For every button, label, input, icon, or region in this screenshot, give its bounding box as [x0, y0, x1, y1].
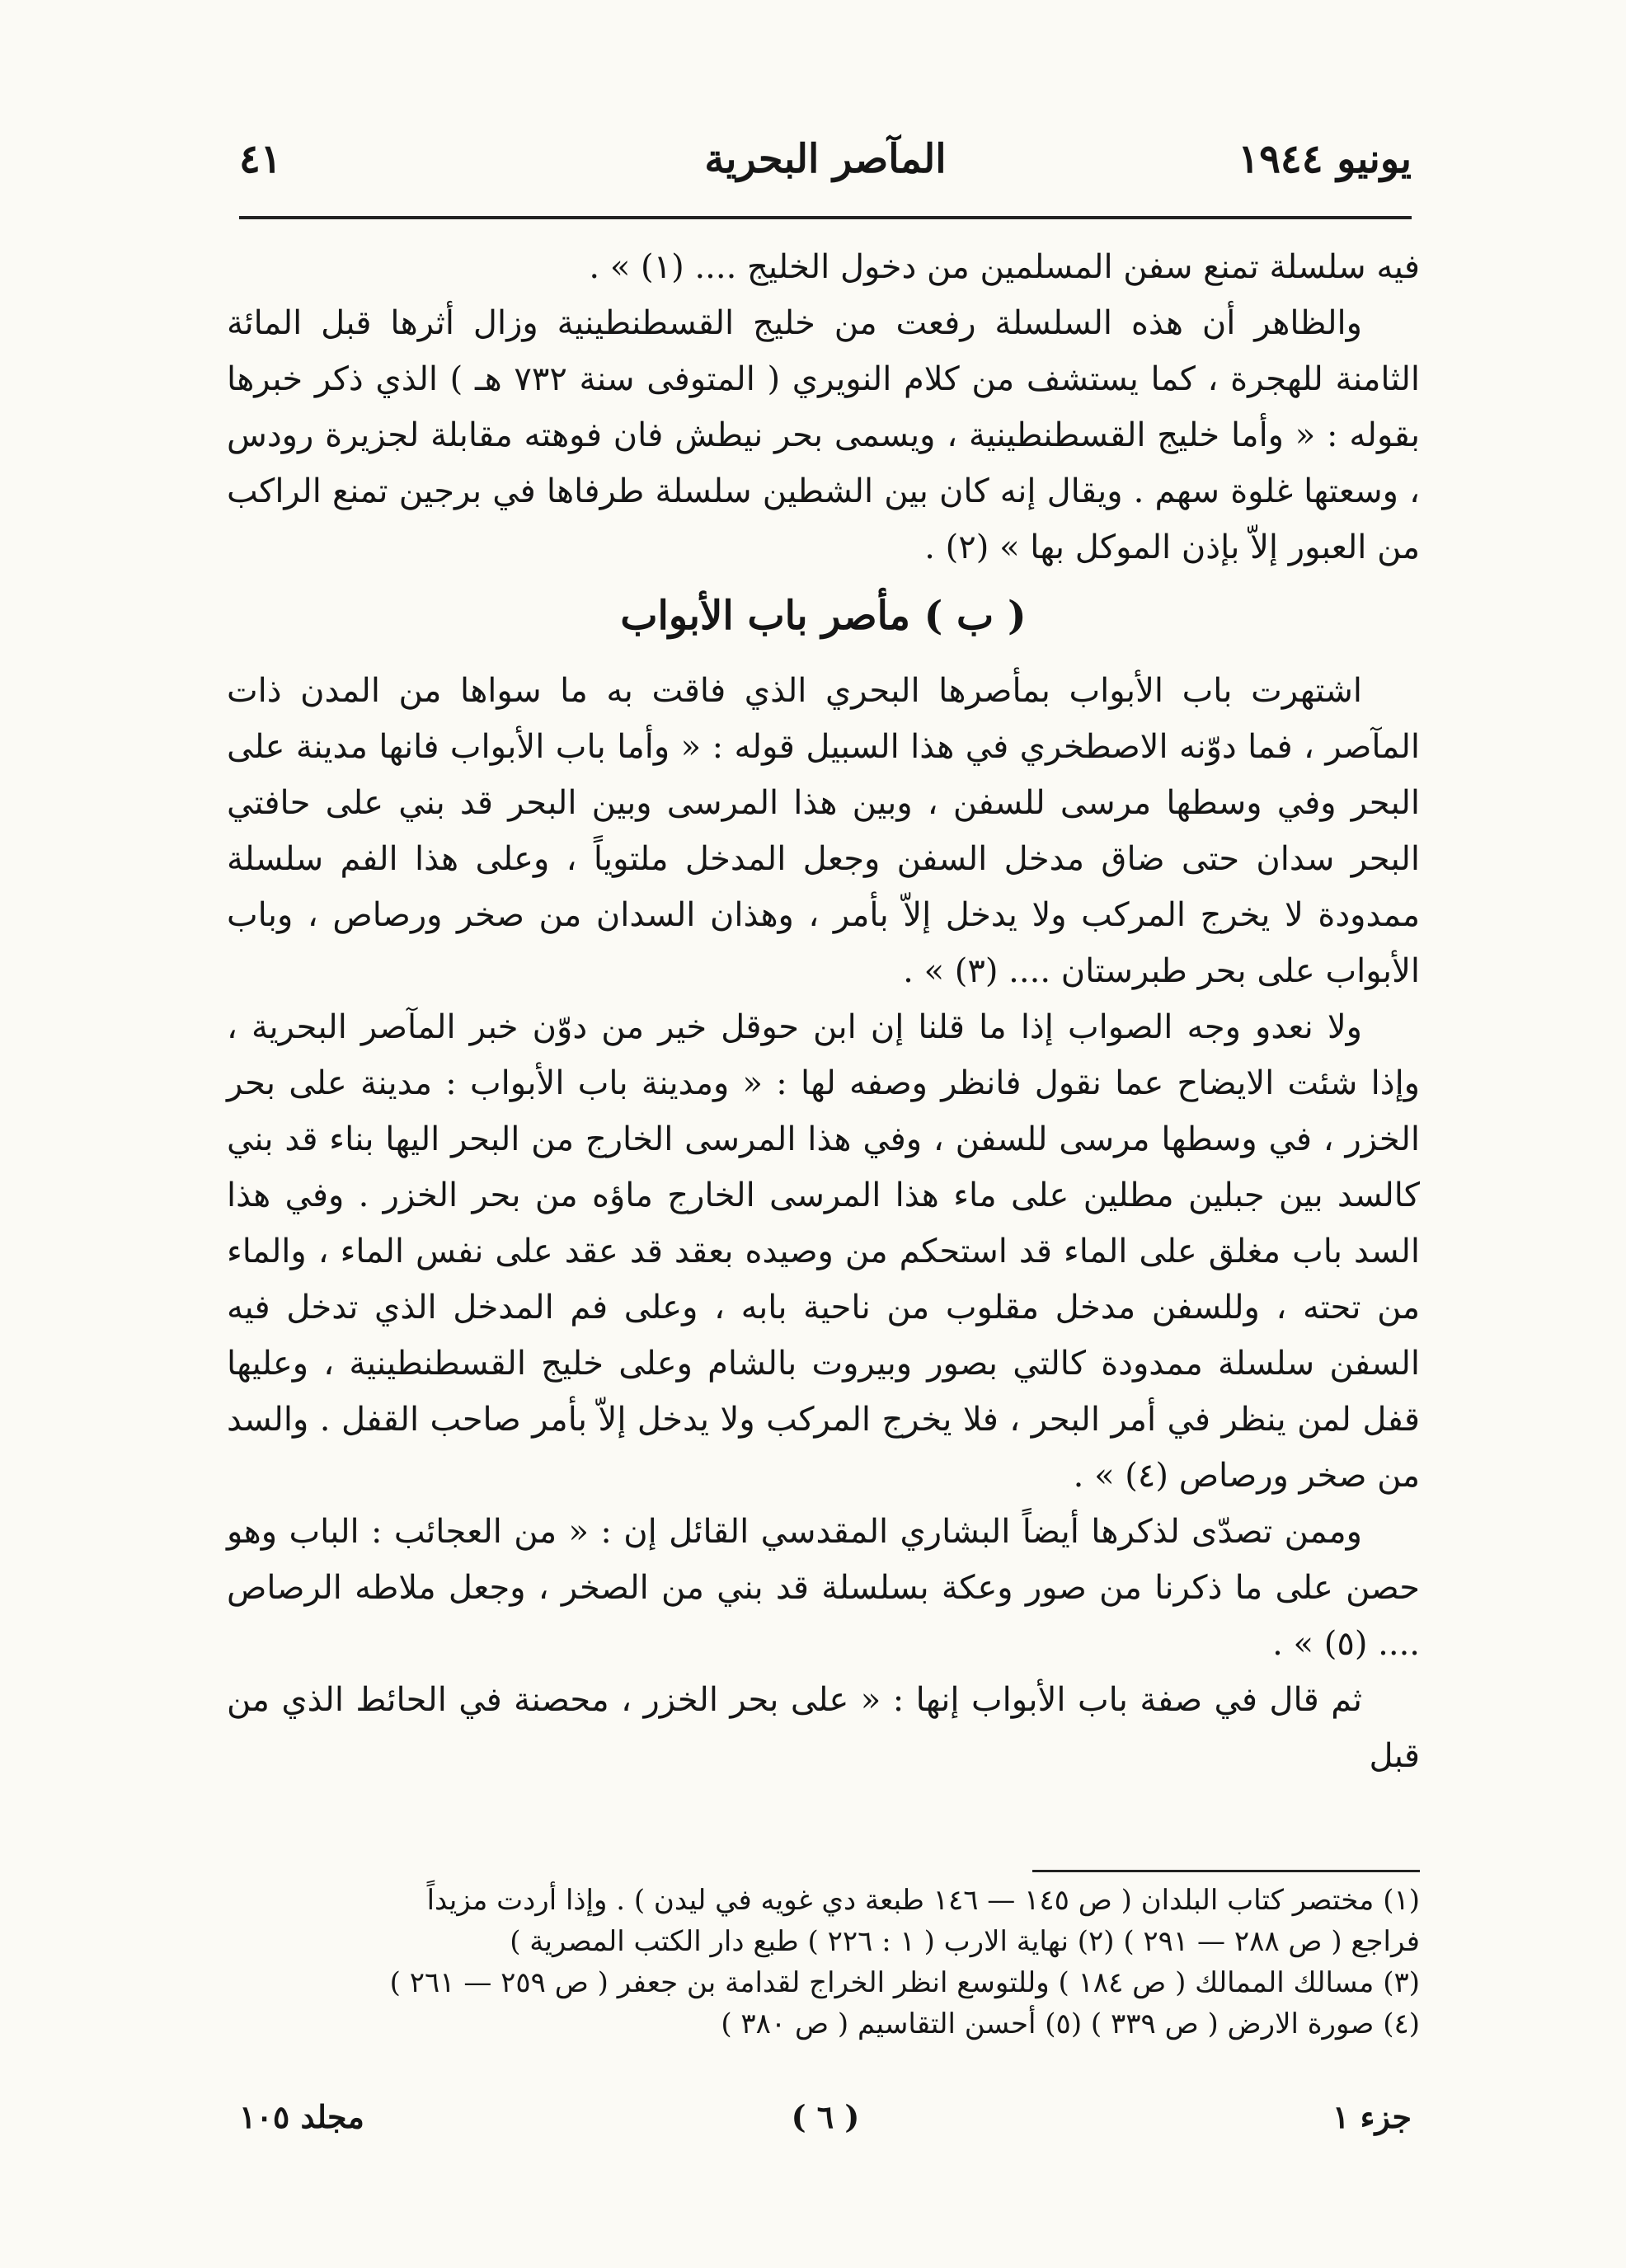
footer-volume: مجلد ١٠٥ — [239, 2098, 364, 2135]
footnote-4: (٤) صورة الارض ( ص ٣٣٩ ) (٥) أحسن التقاسيم ( ص ٣٨٠ ) — [721, 2007, 1420, 2040]
header-rule — [239, 216, 1412, 219]
footnotes — [227, 1880, 1420, 2045]
footer-signature-number: ( ٦ ) — [791, 2098, 860, 2135]
page-number: ٤١ — [239, 136, 282, 182]
page-header — [239, 136, 1412, 202]
footnote-rule — [1032, 1870, 1420, 1872]
section-title: ( ب ) مأصر باب الأبواب — [620, 593, 1027, 639]
paragraph-5: وممن تصدّى لذكرها أيضاً البشاري المقدسي القائل إن : « من العجائب : الباب وهو حصن على ما ذكرنا من صور وعكة بسلسلة قد بني من الصخر ، وجعل ملاطه الرصاص .... (٥) » . — [227, 1513, 1420, 1663]
paragraph-3: اشتهرت باب الأبواب بمأصرها البحري الذي فاقت به ما سواها من المدن ذات المآصر ، فما دوّنه الاصطخري في هذا السبيل قوله : « وأما باب الأبواب فانها مدينة على البحر وفي وسطها مرسى للسفن ، وبين هذا المرسى وبين البحر قد بني على حافتي البحر سدان حتى ضاق مدخل السفن وجعل المدخل ملتوياً ، وعلى هذا الفم سلسلة ممدودة لا يخرج المركب ولا يدخل إلاّ بأمر ، وهذان السدان من صخر ورصاص ، وباب الأبواب على بحر طبرستان .... (٣) » . — [227, 672, 1420, 990]
footnote-1-continued: فراجع ( ص ٢٨٨ — ٢٩١ ) (٢) نهاية الارب ( ١ : ٢٢٦ ) طبع دار الكتب المصرية ) — [510, 1925, 1420, 1958]
paragraph-6: ثم قال في صفة باب الأبواب إنها : « على بحر الخزر ، محصنة في الحائط الذي من قبل — [227, 1681, 1420, 1775]
header-date: يونيو ١٩٤٤ — [1238, 136, 1412, 182]
footer-part: جزء ١ — [1332, 2098, 1412, 2135]
page-footer — [239, 2098, 1412, 2148]
paragraph-1: فيه سلسلة تمنع سفن المسلمين من دخول الخليج .... (١) » . — [589, 248, 1420, 286]
footnote-1: (١) مختصر كتاب البلدان ( ص ١٤٥ — ١٤٦ طبعة دي غويه في ليدن ) . وإذا أردت مزيداً — [426, 1884, 1420, 1917]
header-title: المآصر البحرية — [704, 136, 947, 182]
paragraph-2: والظاهر أن هذه السلسلة رفعت من خليج القسطنطينية وزال أثرها قبل المائة الثامنة للهجرة ، كما يستشف من كلام النويري ( المتوفى سنة ٧٣٢ هـ ) الذي ذكر خبرها بقوله : « وأما خليج القسطنطينية ، ويسمى بحر نيطش فان فوهته مقابلة لجزيرة رودس ، وسعتها غلوة سهم . ويقال إنه كان بين الشطين سلسلة طرفاها في برجين تمنع الراكب من العبور إلاّ بإذن الموكل بها » (٢) . — [227, 304, 1420, 566]
paragraph-4: ولا نعدو وجه الصواب إذا ما قلنا إن ابن حوقل خير من دوّن خبر المآصر البحرية ، وإذا شئت الايضاح عما نقول فانظر وصفه لها : « ومدينة باب الأبواب : مدينة على بحر الخزر ، في وسطها مرسى للسفن ، وفي هذا المرسى الخارج من البحر اليها بناء قد بني كالسد بين جبلين مطلين على ماء هذا المرسى الخارج ماؤه من بحر الخزر . وفي هذا السد باب مغلق على الماء قد استحكم من وصيده بعقد قد عقد على نفس الماء ، والماء من تحته ، وللسفن مدخل مقلوب من ناحية بابه ، وعلى فم المدخل الذي تدخل فيه السفن سلسلة ممدودة كالتي بصور وبيروت بالشام وعلى خليج القسطنطينية ، وعليها قفل لمن ينظر في أمر البحر ، فلا يخرج المركب ولا يدخل إلاّ بأمر صاحب القفل . والسد من صخر ورصاص (٤) » . — [227, 1008, 1421, 1495]
article-body — [227, 239, 1420, 1784]
footnote-3: (٣) مسالك الممالك ( ص ١٨٤ ) وللتوسع انظر الخراج لقدامة بن جعفر ( ص ٢٥٩ — ٢٦١ ) — [389, 1966, 1420, 1999]
